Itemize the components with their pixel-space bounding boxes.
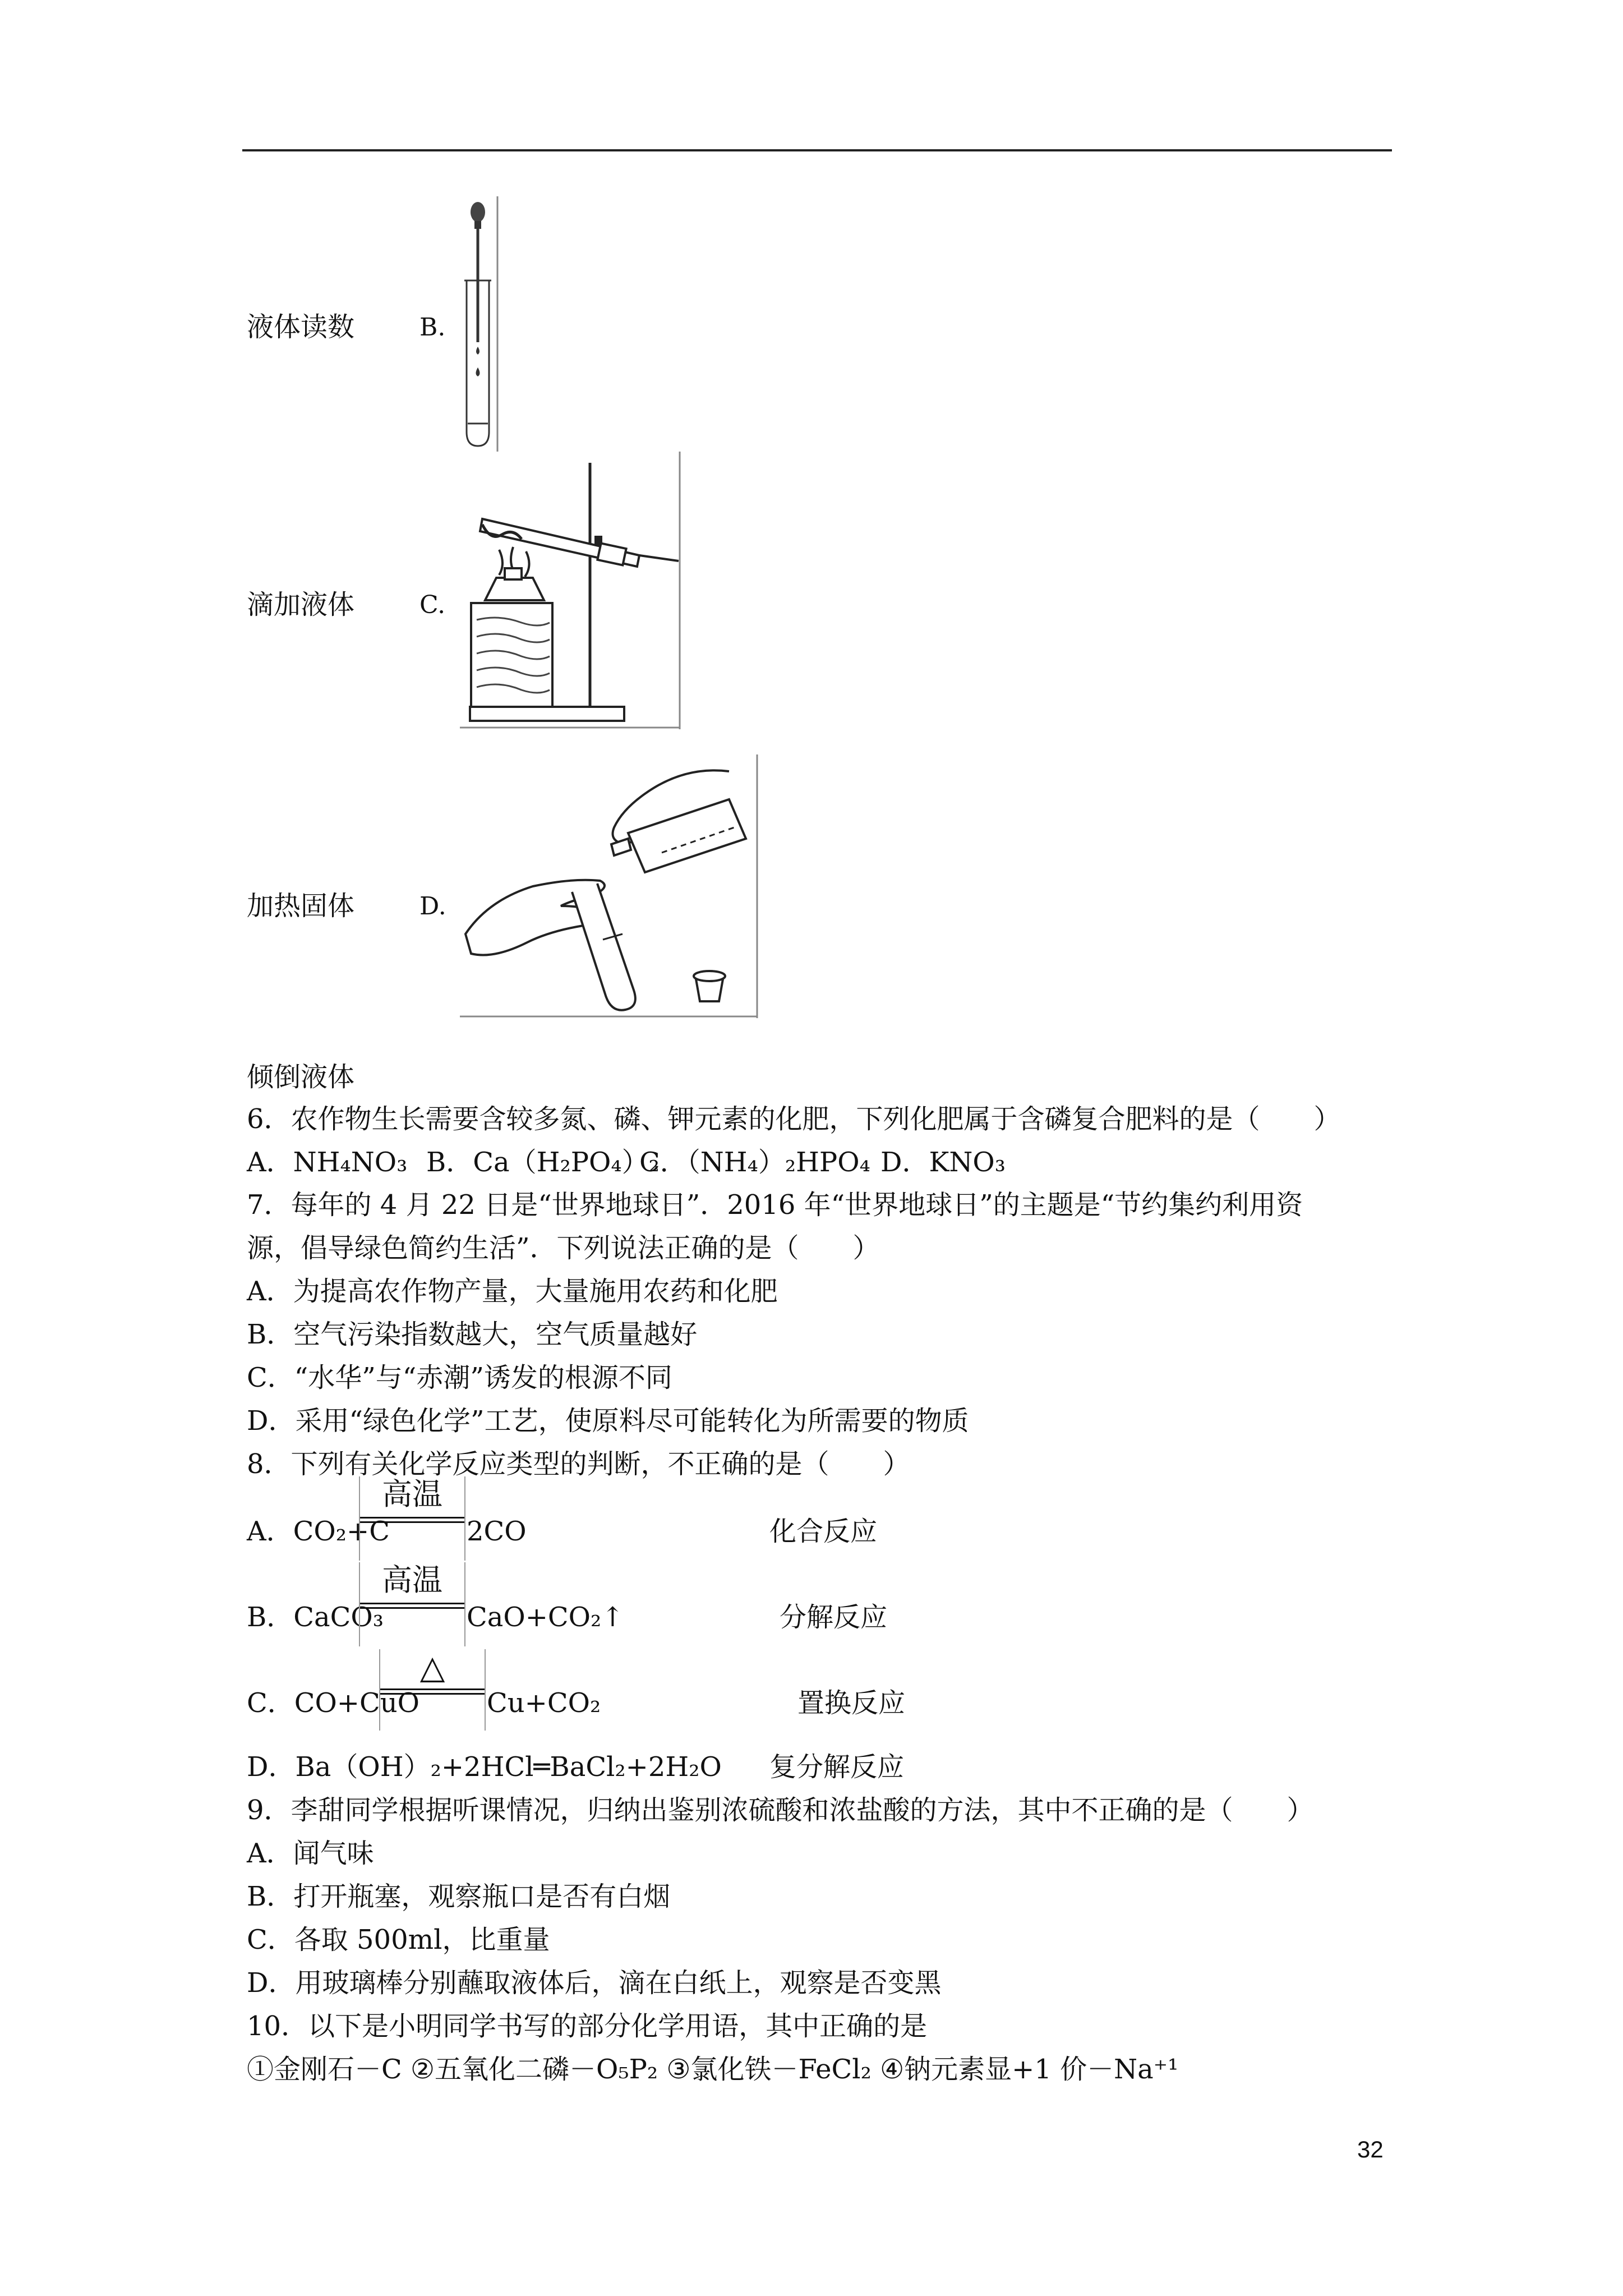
q7-option-c: C．“水华”与“赤潮”诱发的根源不同 <box>247 1362 672 1393</box>
q6-option-a: A．NH₄NO₃ <box>247 1147 408 1178</box>
q7-option-b: B．空气污染指数越大，空气质量越好 <box>247 1319 698 1350</box>
q8-a-right: 2CO <box>467 1516 527 1547</box>
q8-b-condition <box>359 1562 465 1646</box>
q8-d-equation: D．Ba（OH）₂+2HCl═BaCl₂+2H₂O <box>247 1751 722 1783</box>
q8-c-right: Cu+CO₂ <box>487 1687 601 1719</box>
heating-apparatus-figure <box>460 452 684 729</box>
q8-a-condition <box>359 1476 465 1561</box>
q7-option-d: D．采用“绿色化学”工艺，使原料尽可能转化为所需要的物质 <box>247 1405 969 1437</box>
q8-b-cond-text: 高温 <box>382 1562 442 1598</box>
q6-option-d: D．KNO₃ <box>880 1147 1006 1178</box>
q8-c-condition <box>379 1649 486 1731</box>
q9-option-a: A．闻气味 <box>247 1838 374 1869</box>
q8-c-cond-text: △ <box>419 1648 445 1686</box>
q6-option-c: C．（NH₄）₂HPO₄ <box>639 1147 870 1178</box>
q8-a-cond-text: 高温 <box>382 1476 442 1512</box>
pouring-liquid-figure <box>460 754 760 1018</box>
option-c-label: C. <box>419 591 446 619</box>
dropper-test-tube-figure <box>454 196 499 452</box>
q8-c-type: 置换反应 <box>797 1687 906 1719</box>
q8-stem: 8．下列有关化学反应类型的判断，不正确的是（ ） <box>247 1448 910 1480</box>
option-b-label: B. <box>419 313 446 342</box>
q10-items: ①金刚石－C ②五氧化二磷－O₅P₂ ③氯化铁－FeCl₂ ④钠元素显+1 价－Na⁺¹ <box>247 2054 1179 2085</box>
q6-stem: 6．农作物生长需要含较多氮、磷、钾元素的化肥，下列化肥属于含磷复合肥料的是（ ） <box>247 1103 1341 1135</box>
header-rule <box>242 149 1392 151</box>
q8-b-left: B．CaCO₃ <box>247 1602 384 1633</box>
option-d-label: D. <box>419 892 446 921</box>
caption-dropping-liquid: 滴加液体 <box>247 589 355 620</box>
caption-liquid-reading: 液体读数 <box>247 311 355 343</box>
q9-option-c: C．各取 500ml，比重量 <box>247 1924 550 1955</box>
q9-option-b: B．打开瓶塞，观察瓶口是否有白烟 <box>247 1881 671 1912</box>
q8-d-type: 复分解反应 <box>769 1751 905 1783</box>
q9-option-d: D．用玻璃棒分别蘸取液体后，滴在白纸上，观察是否变黑 <box>247 1967 942 1999</box>
caption-pouring-liquid: 倾倒液体 <box>247 1061 355 1093</box>
q7-stem-line1: 7．每年的 4 月 22 日是“世界地球日”．2016 年“世界地球日”的主题是“节约集约利用资 <box>247 1189 1303 1221</box>
q8-a-left: A．CO₂+C <box>247 1516 390 1547</box>
q7-option-a: A．为提高农作物产量，大量施用农药和化肥 <box>247 1276 778 1307</box>
q10-stem: 10．以下是小明同学书写的部分化学用语，其中正确的是 <box>247 2010 928 2042</box>
q8-b-right: CaO+CO₂↑ <box>467 1602 624 1633</box>
q6-option-b: B．Ca（H₂PO₄）₂ <box>426 1147 660 1178</box>
q9-stem: 9．李甜同学根据听课情况，归纳出鉴别浓硫酸和浓盐酸的方法，其中不正确的是（ ） <box>247 1795 1314 1826</box>
q7-stem-line2: 源，倡导绿色简约生活”．下列说法正确的是（ ） <box>247 1232 880 1264</box>
q8-b-type: 分解反应 <box>780 1602 888 1633</box>
q8-a-type: 化合反应 <box>769 1516 878 1547</box>
page-number: 32 <box>1357 2136 1384 2162</box>
caption-heating-solid: 加热固体 <box>247 890 355 922</box>
q8-c-left: C．CO+CuO <box>247 1687 420 1719</box>
